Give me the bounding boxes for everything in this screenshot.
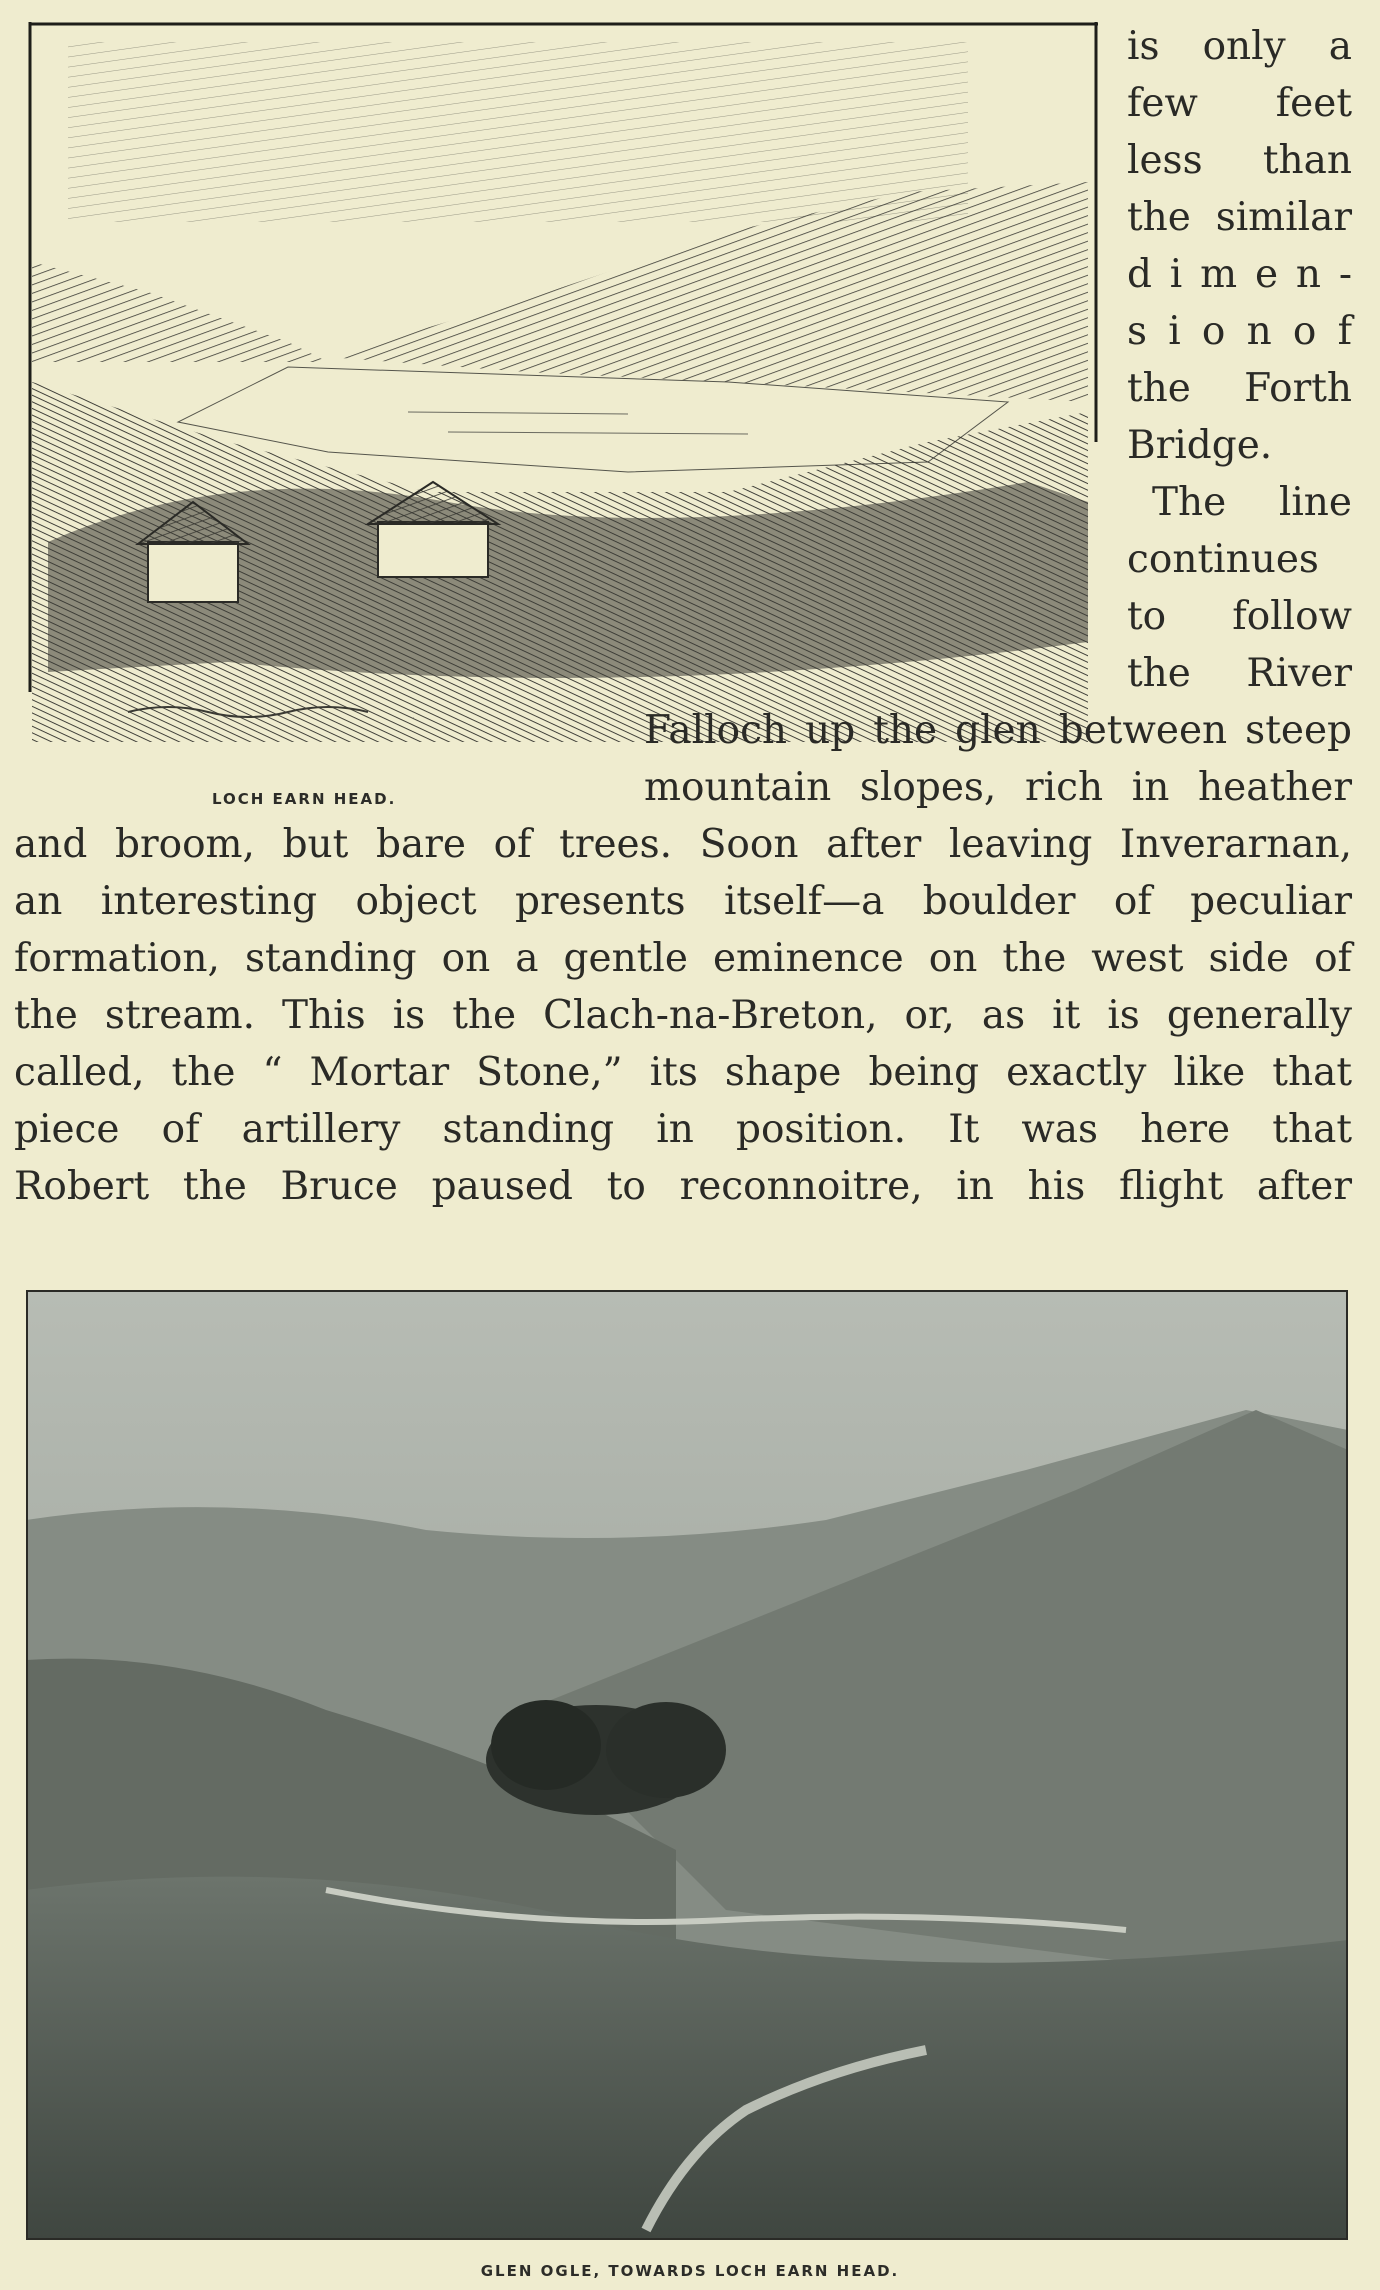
column-line-11: to follow <box>1127 594 1352 639</box>
glen-ogle-photograph <box>26 1290 1348 2240</box>
body-line-1: and broom, but bare of trees. Soon after leaving Inverarnan, <box>14 822 1352 867</box>
column-line-1: is only a <box>1127 24 1352 69</box>
column-line-7: the Forth <box>1127 366 1352 411</box>
loch-earn-head-engraving <box>28 22 1098 742</box>
column-line-6: s i o n o f <box>1127 309 1352 354</box>
column-line-10: continues <box>1127 537 1319 582</box>
column-line-12: the River <box>1127 651 1352 696</box>
column-line-8: Bridge. <box>1127 423 1273 468</box>
body-line-7: Robert the Bruce paused to reconnoitre, in his flight after <box>14 1164 1352 1209</box>
column-line-3: less than <box>1127 138 1352 183</box>
body-line-4: the stream. This is the Clach-na-Breton, or, as it is generally <box>14 993 1352 1038</box>
bottom-figure-caption: GLEN OGLE, TOWARDS LOCH EARN HEAD. <box>480 2262 900 2280</box>
body-line-2: an interesting object presents itself—a boulder of peculiar <box>14 879 1352 924</box>
top-figure-caption: LOCH EARN HEAD. <box>212 790 397 808</box>
body-line-5: called, the “ Mortar Stone,” its shape being exactly like that <box>14 1050 1352 1095</box>
column-line-2: few feet <box>1127 81 1352 126</box>
mid-line-1: Falloch up the glen between steep <box>644 708 1352 753</box>
column-line-4: the similar <box>1127 195 1352 240</box>
column-line-5: d i m e n - <box>1127 252 1352 297</box>
column-line-9: The line <box>1152 480 1352 525</box>
body-line-6: piece of artillery standing in position. It was here that <box>14 1107 1352 1152</box>
body-line-3: formation, standing on a gentle eminence on the west side of <box>14 936 1352 981</box>
mid-line-2: mountain slopes, rich in heather <box>644 765 1352 810</box>
